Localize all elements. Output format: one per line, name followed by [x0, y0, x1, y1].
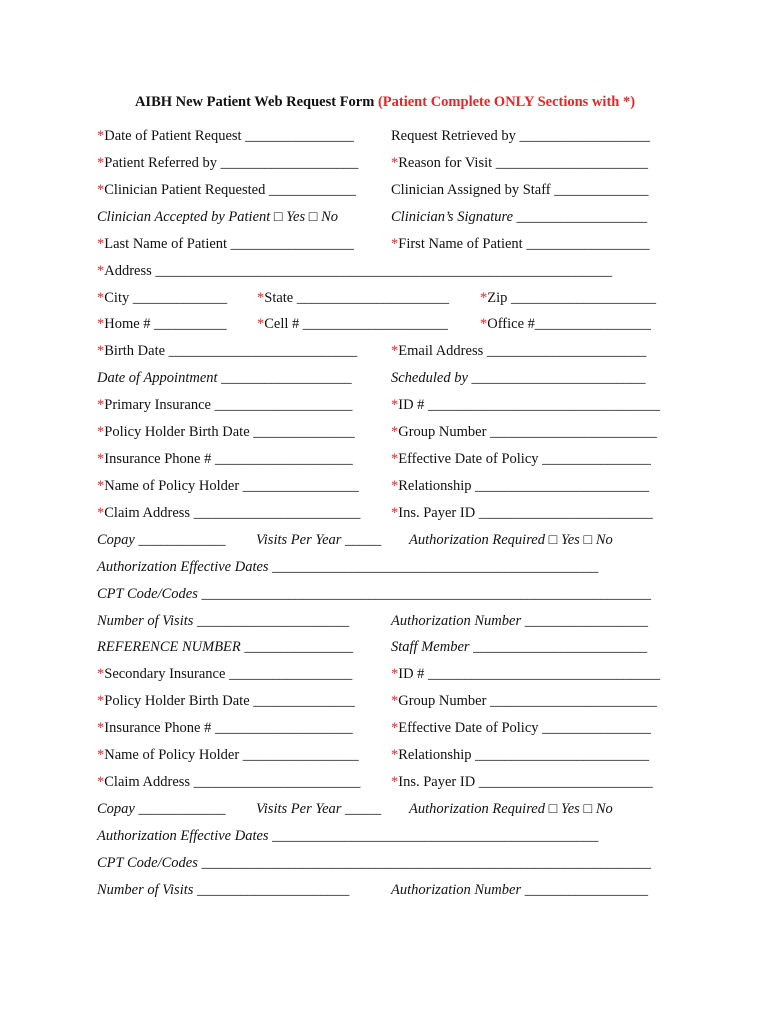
form-row — [0, 828, 770, 848]
form-field[interactable] — [391, 182, 649, 199]
form-field[interactable] — [480, 316, 651, 333]
form-row — [0, 720, 770, 740]
required-marker: * — [257, 316, 265, 333]
required-marker: * — [97, 289, 105, 306]
form-field[interactable] — [391, 155, 648, 172]
form-row — [0, 128, 770, 148]
form-field[interactable] — [391, 639, 647, 656]
form-row — [0, 532, 770, 552]
form-title-note: (Patient Complete ONLY Sections with *) — [377, 94, 636, 110]
form-row — [0, 801, 770, 821]
field-label: Patient Referred by ___________________ — [104, 154, 359, 171]
required-marker: * — [97, 424, 105, 441]
field-label: Ins. Payer ID ________________________ — [398, 774, 653, 791]
required-marker: * — [97, 774, 105, 791]
form-field[interactable] — [391, 424, 657, 441]
field-label: Name of Policy Holder ________________ — [104, 747, 359, 764]
form-field[interactable] — [257, 290, 449, 307]
form-field[interactable] — [256, 801, 381, 818]
form-field[interactable] — [97, 316, 227, 333]
field-label: Clinician Accepted by Patient □ Yes □ No — [97, 208, 339, 225]
form-field[interactable] — [97, 747, 359, 764]
form-field[interactable] — [97, 451, 353, 468]
field-label: Copay ____________ — [97, 531, 226, 548]
field-label: Authorization Required □ Yes □ No — [409, 801, 613, 817]
field-label: Authorization Number _________________ — [391, 612, 648, 629]
required-marker: * — [97, 343, 105, 360]
form-field[interactable] — [97, 370, 352, 387]
field-label: Policy Holder Birth Date ______________ — [104, 693, 355, 710]
form-row — [0, 478, 770, 498]
form-field[interactable] — [97, 855, 651, 872]
field-label: Secondary Insurance _________________ — [104, 666, 353, 683]
field-label: Relationship ________________________ — [398, 477, 650, 494]
form-row — [0, 693, 770, 713]
form-row — [0, 209, 770, 229]
form-row — [0, 236, 770, 256]
field-label: Name of Policy Holder ________________ — [104, 477, 359, 494]
field-label: State _____________________ — [264, 289, 450, 306]
form-row — [0, 855, 770, 875]
form-field[interactable] — [391, 693, 657, 710]
field-label: Birth Date __________________________ — [104, 343, 358, 360]
field-label: REFERENCE NUMBER _______________ — [97, 639, 354, 656]
required-marker: * — [480, 316, 488, 333]
required-marker: * — [391, 666, 399, 683]
form-field[interactable] — [409, 532, 613, 549]
form-field[interactable] — [391, 747, 649, 764]
form-field[interactable] — [97, 720, 353, 737]
field-label: Effective Date of Policy _______________ — [398, 451, 651, 468]
field-label: Claim Address _______________________ — [104, 774, 361, 791]
field-label: Home # __________ — [104, 316, 227, 333]
field-label: Visits Per Year _____ — [256, 531, 382, 548]
field-label: Policy Holder Birth Date ______________ — [104, 424, 355, 441]
form-field[interactable] — [409, 801, 613, 818]
field-label: Date of Appointment __________________ — [97, 370, 352, 387]
required-marker: * — [391, 343, 399, 360]
form-field[interactable] — [97, 505, 360, 522]
form-field[interactable] — [391, 397, 660, 414]
field-label: Authorization Effective Dates _____________________________________________ — [97, 558, 599, 575]
field-label: ID # ________________________________ — [398, 666, 661, 683]
required-marker: * — [391, 720, 399, 737]
field-label: Request Retrieved by __________________ — [391, 128, 650, 144]
form-field[interactable] — [97, 559, 598, 576]
required-marker: * — [480, 289, 488, 306]
form-field[interactable] — [97, 155, 358, 172]
form-row — [0, 666, 770, 686]
field-label: Authorization Effective Dates _____________________________________________ — [97, 827, 599, 844]
form-field[interactable] — [391, 882, 648, 899]
form-row — [0, 263, 770, 283]
form-field[interactable] — [97, 828, 598, 845]
form-field[interactable] — [391, 720, 651, 737]
form-field[interactable] — [97, 424, 355, 441]
required-marker: * — [97, 316, 105, 333]
form-field[interactable] — [97, 532, 225, 549]
form-row — [0, 613, 770, 633]
form-field[interactable] — [97, 666, 352, 683]
form-row — [0, 424, 770, 444]
form-field[interactable] — [391, 370, 646, 387]
field-label: Clinician Patient Requested ____________ — [104, 181, 356, 198]
field-label: Clinician’s Signature __________________ — [391, 208, 648, 225]
required-marker: * — [257, 289, 265, 306]
field-label: Number of Visits _____________________ — [97, 612, 350, 629]
field-label: Office #________________ — [487, 316, 651, 333]
form-row — [0, 882, 770, 902]
field-label: Relationship ________________________ — [398, 747, 650, 764]
field-label: Claim Address _______________________ — [104, 504, 361, 521]
field-label: Authorization Required □ Yes □ No — [409, 531, 613, 548]
required-marker: * — [97, 693, 105, 710]
field-label: Primary Insurance ___________________ — [104, 397, 353, 414]
form-field[interactable] — [391, 774, 653, 791]
form-field[interactable] — [97, 613, 349, 630]
field-label: Email Address ______________________ — [398, 343, 647, 360]
form-row — [0, 774, 770, 794]
field-label: Date of Patient Request _______________ — [104, 128, 354, 144]
field-label: Group Number _______________________ — [398, 693, 657, 710]
field-label: First Name of Patient _________________ — [398, 235, 650, 252]
field-label: City _____________ — [104, 289, 228, 306]
form-field[interactable] — [97, 290, 227, 307]
field-label: Scheduled by ________________________ — [391, 370, 646, 387]
required-marker: * — [97, 720, 105, 737]
form-field[interactable] — [97, 397, 352, 414]
form-row — [0, 155, 770, 175]
form-field[interactable] — [97, 882, 349, 899]
form-field[interactable] — [257, 316, 448, 333]
required-marker: * — [391, 477, 399, 494]
required-marker: * — [391, 693, 399, 710]
field-label: Clinician Assigned by Staff _____________ — [391, 181, 649, 198]
form-row — [0, 559, 770, 579]
required-marker: * — [97, 397, 105, 414]
form-field[interactable] — [391, 209, 647, 226]
field-label: Reason for Visit _____________________ — [398, 154, 649, 171]
form-row — [0, 343, 770, 363]
form-field[interactable] — [391, 128, 650, 145]
form-field[interactable] — [97, 693, 355, 710]
required-marker: * — [97, 747, 105, 764]
form-field[interactable] — [391, 478, 649, 495]
form-field[interactable] — [391, 451, 651, 468]
form-field[interactable] — [480, 290, 656, 307]
form-field[interactable] — [391, 505, 653, 522]
form-row — [0, 397, 770, 417]
form-field[interactable] — [97, 586, 651, 603]
required-marker: * — [391, 424, 399, 441]
required-marker: * — [391, 747, 399, 764]
required-marker: * — [97, 154, 105, 171]
field-label: Last Name of Patient _________________ — [104, 235, 354, 252]
form-row — [0, 316, 770, 336]
field-label: Insurance Phone # ___________________ — [104, 720, 353, 737]
form-field[interactable] — [97, 236, 354, 253]
form-row — [0, 505, 770, 525]
form-row — [0, 182, 770, 202]
form-title — [0, 94, 770, 111]
required-marker: * — [391, 451, 399, 468]
form-field[interactable] — [97, 639, 353, 656]
required-marker: * — [391, 504, 399, 521]
field-label: Number of Visits _____________________ — [97, 881, 350, 898]
required-marker: * — [391, 397, 399, 414]
required-marker: * — [97, 451, 105, 468]
field-label: Copay ____________ — [97, 801, 226, 817]
field-label: Effective Date of Policy _______________ — [398, 720, 651, 737]
form-row — [0, 586, 770, 606]
form-field[interactable] — [97, 182, 356, 199]
form-row — [0, 370, 770, 390]
required-marker: * — [97, 262, 105, 279]
form-row — [0, 639, 770, 659]
field-label: Staff Member ________________________ — [391, 639, 648, 656]
form-field[interactable] — [391, 666, 660, 683]
field-label: Authorization Number _________________ — [391, 881, 648, 898]
required-marker: * — [97, 181, 105, 198]
field-label: Ins. Payer ID ________________________ — [398, 504, 653, 521]
form-field[interactable] — [97, 209, 338, 226]
form-field[interactable] — [391, 343, 646, 360]
form-field[interactable] — [256, 532, 381, 549]
form-field[interactable] — [97, 478, 359, 495]
field-label: Group Number _______________________ — [398, 424, 657, 441]
required-marker: * — [97, 477, 105, 494]
required-marker: * — [97, 504, 105, 521]
required-marker: * — [391, 774, 399, 791]
form-field[interactable] — [391, 613, 648, 630]
field-label: Insurance Phone # ___________________ — [104, 451, 353, 468]
field-label: CPT Code/Codes ______________________________________________________________ — [97, 585, 651, 602]
field-label: CPT Code/Codes ______________________________________________________________ — [97, 854, 651, 871]
required-marker: * — [97, 128, 105, 144]
required-marker: * — [391, 235, 399, 252]
form-row — [0, 290, 770, 310]
form-row — [0, 451, 770, 471]
form-field[interactable] — [97, 343, 357, 360]
form-field[interactable] — [97, 774, 360, 791]
required-marker: * — [391, 154, 399, 171]
form-field[interactable] — [97, 263, 612, 280]
required-marker: * — [97, 235, 105, 252]
form-field[interactable] — [97, 128, 354, 145]
form-field[interactable] — [391, 236, 650, 253]
form-row — [0, 747, 770, 767]
field-label: Cell # ____________________ — [264, 316, 448, 333]
field-label: Address _______________________________________________________________ — [104, 262, 613, 279]
field-label: ID # ________________________________ — [398, 397, 661, 414]
form-field[interactable] — [97, 801, 225, 818]
form-title-main: AIBH New Patient Web Request Form — [134, 94, 375, 110]
required-marker: * — [97, 666, 105, 683]
field-label: Zip ____________________ — [487, 289, 657, 306]
field-label: Visits Per Year _____ — [256, 801, 382, 817]
